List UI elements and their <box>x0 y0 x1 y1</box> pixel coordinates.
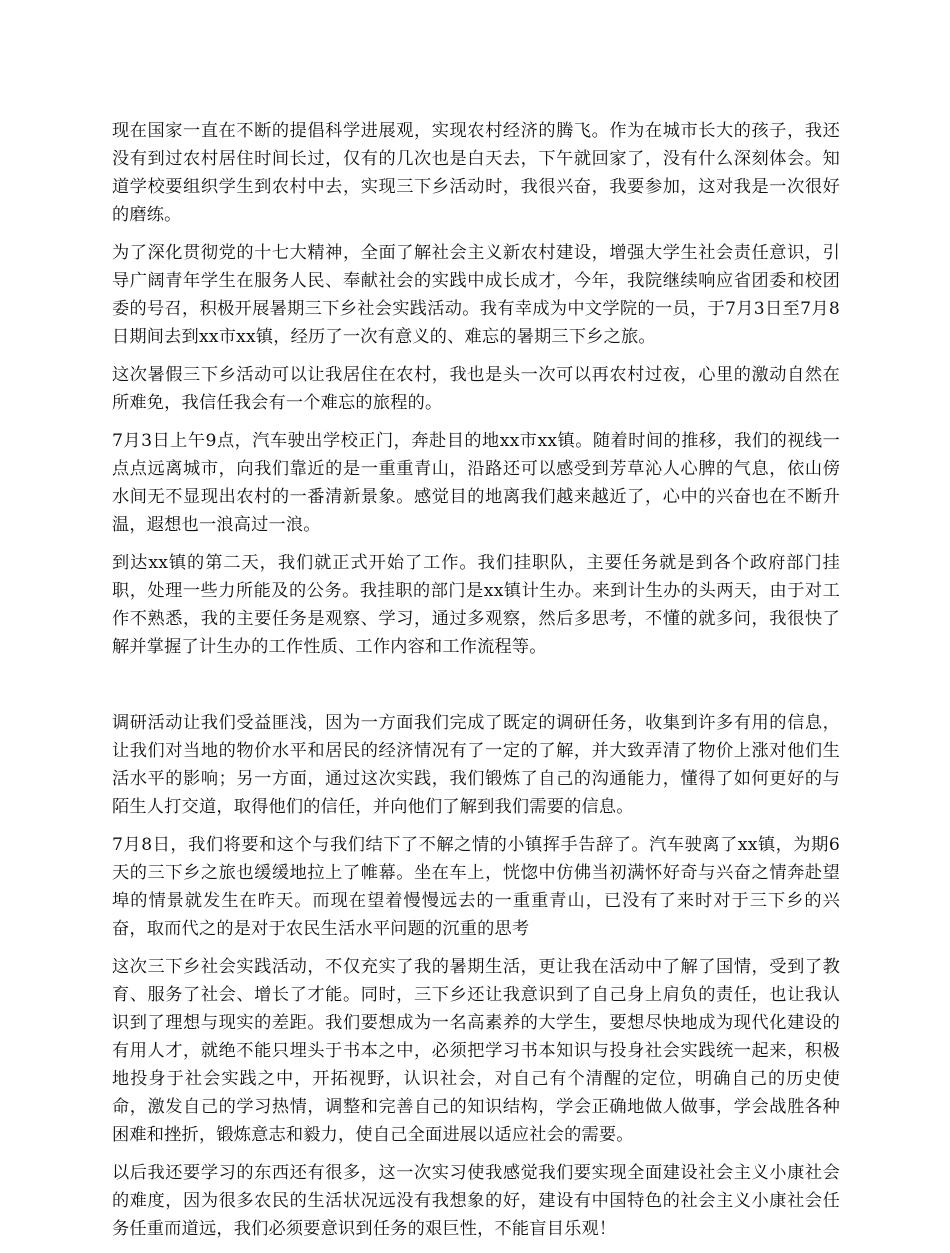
paragraph-research: 调研活动让我们受益匪浅，因为一方面我们完成了既定的调研任务，收集到许多有用的信息，让我们对当地的物价水平和居民的经济情况有了一定的了解，并大致弄清了物价上涨对他们生活水平的影响；另一方面，通过这次实践，我们锻炼了自己的沟通能力，懂得了如何更好的与陌生人打交道，取得他们的信任，并向他们了解到我们需要的信息。 <box>112 713 840 817</box>
paragraph-departure: 7月3日上午9点，汽车驶出学校正门，奔赴目的地xx市xx镇。随着时间的推移，我们的视线一点点远离城市，向我们靠近的是一重重青山，沿路还可以感受到芳草沁人心脾的气息，依山傍水间无不显现出农村的一番清新景象。感觉目的地离我们越来越近了，心中的兴奋也在不断升温，遐想也一浪高过一浪。 <box>112 431 840 535</box>
paragraph-conclusion: 以后我还要学习的东西还有很多，这一次实习使我感觉我们要实现全面建设社会主义小康社会的难度，因为很多农民的生活状况远没有我想象的好，建设有中国特色的社会主义小康社会任务任重而道远，我们必须要意识到任务的艰巨性，不能盲目乐观！ <box>112 1163 840 1239</box>
paragraph-reflection: 这次三下乡社会实践活动，不仅充实了我的暑期生活，更让我在活动中了解了国情，受到了教育、服务了社会、增长了才能。同时，三下乡还让我意识到了自己身上肩负的责任，也让我认识到了理想与现实的差距。我们要想成为一名高素养的大学生，要想尽快地成为现代化建设的有用人才，就绝不能只埋头于书本之中，必须把学习书本知识与投身社会实践统一起来，积极地投身于社会实践之中，开拓视野，认识社会，对自己有个清醒的定位，明确自己的历史使命，激发自己的学习热情，调整和完善自己的知识结构，学会正确地做人做事，学会战胜各种困难和挫折，锻炼意志和毅力，使自己全面进展以适应社会的需要。 <box>112 957 840 1145</box>
paragraph-farewell: 7月8日，我们将要和这个与我们结下了不解之情的小镇挥手告辞了。汽车驶离了xx镇，为期6天的三下乡之旅也缓缓地拉上了帷幕。坐在车上，恍惚中仿佛当初满怀好奇与兴奋之情奔赴望埠的情景就发生在昨天。而现在望着慢慢远去的一重重青山，已没有了来时对于三下乡的兴奋，取而代之的是对于农民生活水平问题的沉重的思考 <box>112 835 840 939</box>
paragraph-background: 为了深化贯彻党的十七大精神，全面了解社会主义新农村建设，增强大学生社会责任意识，引导广阔青年学生在服务人民、奉献社会的实践中成长成才，今年，我院继续响应省团委和校团委的号召，积极开展暑期三下乡社会实践活动。我有幸成为中文学院的一员，于7月3日至7月8日期间去到xx市xx镇，经历了一次有意义的、难忘的暑期三下乡之旅。 <box>112 243 840 347</box>
paragraph-work: 到达xx镇的第二天，我们就正式开始了工作。我们挂职队，主要任务就是到各个政府部门挂职，处理一些力所能及的公务。我挂职的部门是xx镇计生办。来到计生办的头两天，由于对工作不熟悉，我的主要任务是观察、学习，通过多观察，然后多思考，不懂的就多问，我很快了解并掌握了计生办的工作性质、工作内容和工作流程等。 <box>112 553 840 657</box>
paragraph-expectation: 这次暑假三下乡活动可以让我居住在农村，我也是头一次可以再农村过夜，心里的激动自然在所难免，我信任我会有一个难忘的旅程的。 <box>112 365 840 413</box>
section-gap <box>112 671 840 709</box>
paragraph-intro: 现在国家一直在不断的提倡科学进展观，实现农村经济的腾飞。作为在城市长大的孩子，我还没有到过农村居住时间长过，仅有的几次也是白天去，下午就回家了，没有什么深刻体会。知道学校要组织学生到农村中去，实现三下乡活动时，我很兴奋，我要参加，这对我是一次很好的磨练。 <box>112 121 840 225</box>
document-body <box>112 117 840 1253</box>
